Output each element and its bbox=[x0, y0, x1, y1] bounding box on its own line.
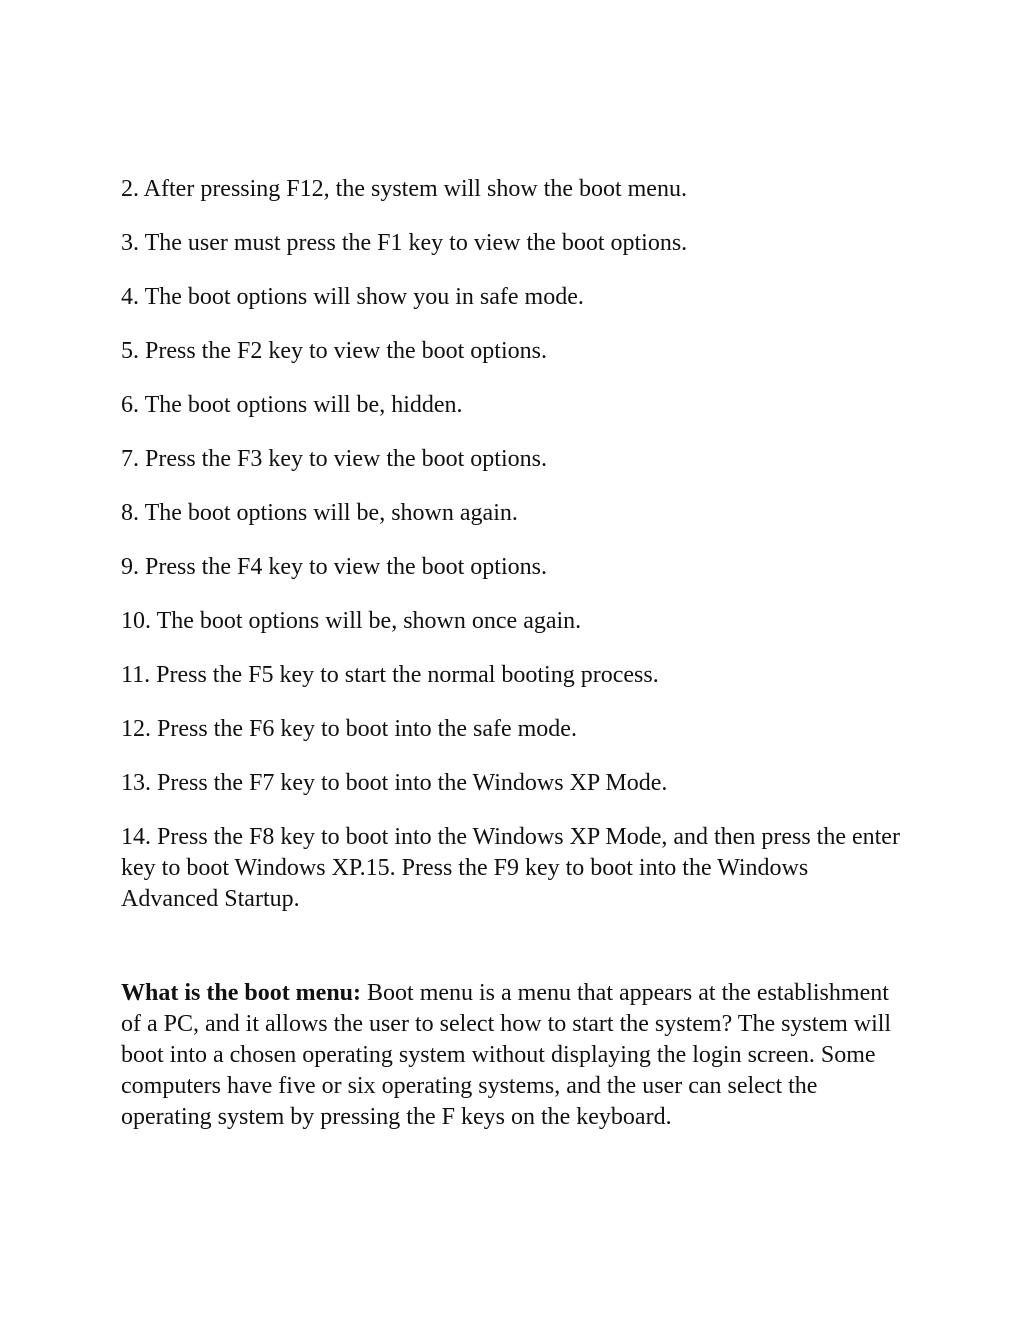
step-item: 9. Press the F4 key to view the boot options. bbox=[121, 554, 547, 580]
step-item: 3. The user must press the F1 key to view the boot options. bbox=[121, 230, 688, 256]
step-item: 4. The boot options will show you in safe mode. bbox=[121, 284, 584, 310]
step-item: 7. Press the F3 key to view the boot options. bbox=[121, 446, 547, 472]
step-item: 5. Press the F2 key to view the boot options. bbox=[121, 338, 547, 364]
boot-menu-definition bbox=[121, 978, 901, 1133]
definition-text: Boot menu is a menu that appears at the establishment of a PC, and it allows the user to select how to start the system? The system will boot into a chosen operating system without displaying the login screen. Some computers have five or six operating systems, and the user can select the operating system by pressing the F keys on the keyboard. bbox=[121, 980, 892, 1130]
step-item: 14. Press the F8 key to boot into the Windows XP Mode, and then press the enter key to boot Windows XP.15. Press the F9 key to boot into the Windows Advanced Startup. bbox=[121, 824, 900, 912]
document-body bbox=[121, 174, 901, 1157]
step-item: 10. The boot options will be, shown once again. bbox=[121, 608, 582, 634]
step-item: 11. Press the F5 key to start the normal booting process. bbox=[121, 662, 659, 688]
definition-term: What is the boot menu: bbox=[121, 980, 362, 1006]
step-item: 6. The boot options will be, hidden. bbox=[121, 392, 463, 418]
step-item: 12. Press the F6 key to boot into the safe mode. bbox=[121, 716, 577, 742]
boot-steps-list bbox=[121, 174, 901, 915]
step-item: 13. Press the F7 key to boot into the Windows XP Mode. bbox=[121, 770, 668, 796]
step-item: 2. After pressing F12, the system will show the boot menu. bbox=[121, 176, 687, 202]
step-item: 8. The boot options will be, shown again. bbox=[121, 500, 518, 526]
